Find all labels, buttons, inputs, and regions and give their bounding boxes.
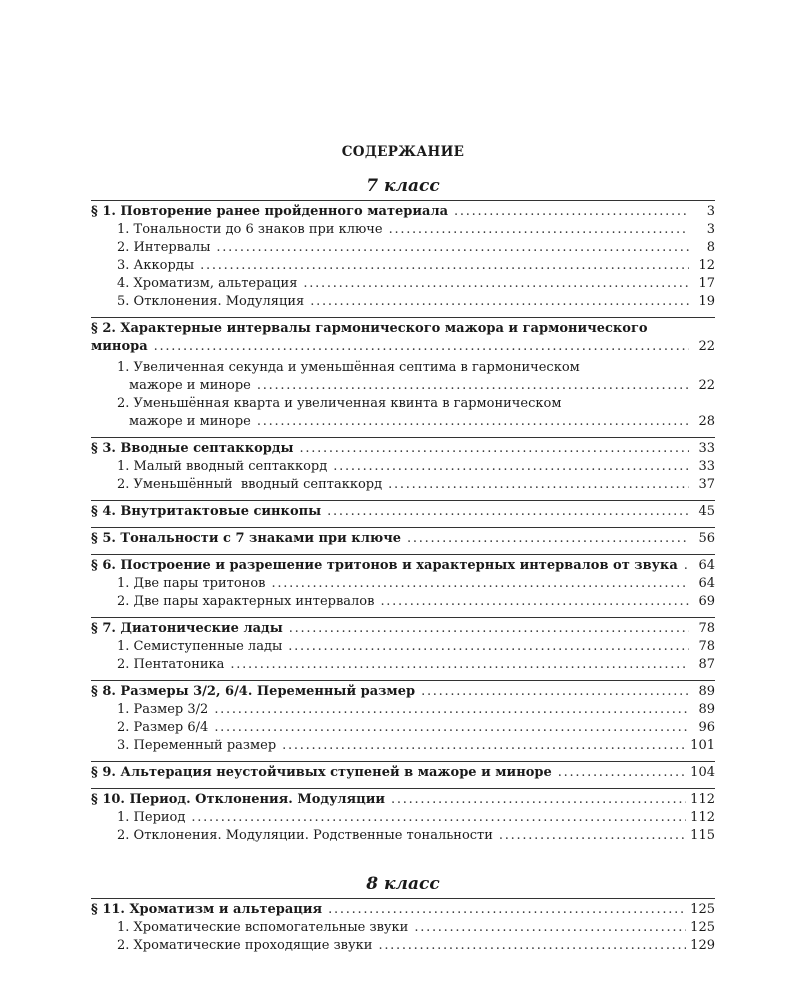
dot-leader xyxy=(558,764,686,782)
dot-leader xyxy=(257,413,689,431)
toc-page-number: 28 xyxy=(698,414,715,429)
toc-page-number: 22 xyxy=(698,339,715,354)
toc-entry-label: § 8. Размеры 3/2, 6/4. Переменный размер xyxy=(91,684,416,699)
toc-entry-label: 1. Тональности до 6 знаков при ключе xyxy=(117,222,383,237)
toc-page-number: 37 xyxy=(698,477,715,492)
toc-subentry[interactable] xyxy=(91,919,715,937)
toc-entry-label: 1. Хроматические вспомогательные звуки xyxy=(117,920,409,935)
grade-7-heading: 7 класс xyxy=(366,176,440,196)
toc-page-number: 17 xyxy=(698,276,715,291)
dot-leader xyxy=(230,656,689,674)
toc-entry[interactable] xyxy=(91,791,715,809)
toc-page-number: 45 xyxy=(698,504,715,519)
toc-entry[interactable] xyxy=(91,530,715,548)
toc-page-number: 56 xyxy=(698,531,715,546)
dot-leader xyxy=(388,476,689,494)
toc-subentry[interactable] xyxy=(91,809,715,827)
toc-entry-label: минора xyxy=(91,339,148,354)
toc-entry-label: 2. Пентатоника xyxy=(117,657,225,672)
toc-subentry[interactable] xyxy=(91,737,715,755)
toc-page-number: 33 xyxy=(698,459,715,474)
toc-entry[interactable] xyxy=(91,338,715,356)
dot-leader xyxy=(300,440,689,458)
toc-section-11 xyxy=(91,898,715,961)
page-title: СОДЕРЖАНИЕ xyxy=(341,144,465,160)
toc-page-number: 64 xyxy=(698,558,715,573)
dot-leader xyxy=(289,620,689,638)
toc-page-number: 3 xyxy=(706,204,715,219)
toc-subentry[interactable] xyxy=(91,476,715,494)
toc-entry-label: 1. Семиступенные лады xyxy=(117,639,283,654)
dot-leader xyxy=(407,530,689,548)
toc-entry-label: 3. Переменный размер xyxy=(117,738,277,753)
dot-leader xyxy=(214,701,689,719)
toc-entry-label: § 3. Вводные септаккорды xyxy=(91,441,294,456)
toc-subentry[interactable] xyxy=(91,257,715,275)
toc-entry[interactable] xyxy=(91,620,715,638)
table-of-contents xyxy=(91,143,715,961)
toc-page-number: 125 xyxy=(690,902,715,917)
toc-section-6 xyxy=(91,554,715,617)
toc-entry-label-line[interactable]: § 2. Характерные интервалы гармонического мажора и гармонического xyxy=(91,321,648,336)
toc-page-number: 125 xyxy=(690,920,715,935)
toc-entry[interactable] xyxy=(91,203,715,221)
toc-section-5 xyxy=(91,527,715,554)
toc-entry-label: § 10. Период. Отклонения. Модуляции xyxy=(91,792,386,807)
toc-page-number: 19 xyxy=(698,294,715,309)
dot-leader xyxy=(414,919,686,937)
toc-entry-label: § 6. Построение и разрешение тритонов и характерных интервалов от звука xyxy=(91,558,678,573)
dot-leader xyxy=(271,575,689,593)
dot-leader xyxy=(421,683,689,701)
toc-page-number: 101 xyxy=(690,738,715,753)
toc-subentry[interactable] xyxy=(91,221,715,239)
toc-entry-label: 2. Интервалы xyxy=(117,240,211,255)
toc-section-1 xyxy=(91,200,715,317)
grade-8-heading: 8 класс xyxy=(366,874,440,894)
toc-entry-label: мажоре и миноре xyxy=(129,414,251,429)
toc-subentry-label-line[interactable]: 2. Уменьшённая кварта и увеличенная квинта в гармоническом xyxy=(117,396,562,411)
toc-subentry[interactable] xyxy=(91,937,715,955)
toc-page-number: 96 xyxy=(698,720,715,735)
toc-entry[interactable] xyxy=(91,683,715,701)
toc-entry-label: § 4. Внутритактовые синкопы xyxy=(91,504,322,519)
toc-subentry[interactable] xyxy=(91,239,715,257)
dot-leader xyxy=(454,203,689,221)
toc-entry[interactable] xyxy=(91,440,715,458)
toc-entry[interactable] xyxy=(91,764,715,782)
toc-entry-label: 2. Хроматические проходящие звуки xyxy=(117,938,373,953)
toc-entry[interactable] xyxy=(91,503,715,521)
toc-subentry[interactable] xyxy=(91,701,715,719)
toc-section-4 xyxy=(91,500,715,527)
dot-leader xyxy=(154,338,689,356)
toc-page-number: 22 xyxy=(698,378,715,393)
toc-entry-label: § 9. Альтерация неустойчивых ступеней в мажоре и миноре xyxy=(91,765,552,780)
toc-page-number: 64 xyxy=(698,576,715,591)
dot-leader xyxy=(389,221,689,239)
toc-entry-label: 1. Две пары тритонов xyxy=(117,576,266,591)
toc-page-number: 3 xyxy=(706,222,715,237)
dot-leader xyxy=(214,719,689,737)
dot-leader xyxy=(327,503,689,521)
toc-entry-label: 1. Размер 3/2 xyxy=(117,702,209,717)
toc-page-number: 89 xyxy=(698,684,715,699)
toc-section-2 xyxy=(91,317,715,437)
toc-entry-label: § 1. Повторение ранее пройденного материала xyxy=(91,204,449,219)
toc-entry[interactable] xyxy=(91,901,715,919)
toc-page-number: 78 xyxy=(698,639,715,654)
dot-leader xyxy=(378,937,686,955)
toc-section-8 xyxy=(91,680,715,761)
dot-leader xyxy=(310,293,689,311)
toc-subentry[interactable] xyxy=(91,275,715,293)
toc-subentry[interactable] xyxy=(91,293,715,311)
toc-entry-label: § 5. Тональности с 7 знаками при ключе xyxy=(91,531,401,546)
toc-section-3 xyxy=(91,437,715,500)
toc-entry[interactable] xyxy=(91,557,715,575)
dot-leader xyxy=(333,458,689,476)
toc-page-number: 112 xyxy=(690,792,715,807)
dot-leader xyxy=(288,638,689,656)
toc-subentry-label-line[interactable]: 1. Увеличенная секунда и уменьшённая септима в гармоническом xyxy=(117,360,580,375)
toc-page-number: 89 xyxy=(698,702,715,717)
toc-subentry[interactable] xyxy=(91,413,715,431)
toc-entry-label: § 7. Диатонические лады xyxy=(91,621,283,636)
dot-leader xyxy=(216,239,689,257)
toc-entry-label: 4. Хроматизм, альтерация xyxy=(117,276,298,291)
toc-subentry[interactable] xyxy=(91,458,715,476)
toc-subentry[interactable] xyxy=(91,377,715,395)
toc-subentry[interactable] xyxy=(91,827,715,845)
toc-entry-label: 1. Период xyxy=(117,810,186,825)
toc-entry-label: 2. Уменьшённый вводный септаккорд xyxy=(117,477,383,492)
dot-leader xyxy=(328,901,686,919)
toc-section-10 xyxy=(91,788,715,851)
dot-leader xyxy=(200,257,689,275)
toc-page-number: 8 xyxy=(706,240,715,255)
dot-leader xyxy=(191,809,686,827)
toc-subentry[interactable] xyxy=(91,638,715,656)
dot-leader xyxy=(499,827,686,845)
toc-entry-label: 1. Малый вводный септаккорд xyxy=(117,459,328,474)
toc-entry-label: 2. Отклонения. Модуляции. Родственные тональности xyxy=(117,828,493,843)
toc-entry-label: § 11. Хроматизм и альтерация xyxy=(91,902,323,917)
toc-subentry[interactable] xyxy=(91,575,715,593)
dot-leader xyxy=(303,275,689,293)
dot-leader xyxy=(257,377,689,395)
toc-page-number: 104 xyxy=(690,765,715,780)
toc-page-number: 69 xyxy=(698,594,715,609)
toc-subentry[interactable] xyxy=(91,593,715,611)
toc-entry-label: 5. Отклонения. Модуляция xyxy=(117,294,305,309)
toc-subentry[interactable] xyxy=(91,656,715,674)
toc-page-number: 33 xyxy=(698,441,715,456)
toc-entry-label: 2. Размер 6/4 xyxy=(117,720,209,735)
toc-page-number: 87 xyxy=(698,657,715,672)
toc-page-number: 112 xyxy=(690,810,715,825)
dot-leader xyxy=(380,593,689,611)
dot-leader xyxy=(684,557,689,575)
toc-page-number: 78 xyxy=(698,621,715,636)
dot-leader xyxy=(391,791,686,809)
toc-entry-label: 3. Аккорды xyxy=(117,258,195,273)
toc-page-number: 129 xyxy=(690,938,715,953)
dot-leader xyxy=(282,737,686,755)
toc-entry-label: 2. Две пары характерных интервалов xyxy=(117,594,375,609)
toc-subentry[interactable] xyxy=(91,719,715,737)
toc-section-9 xyxy=(91,761,715,788)
toc-page-number: 12 xyxy=(698,258,715,273)
toc-entry-label: мажоре и миноре xyxy=(129,378,251,393)
toc-page-number: 115 xyxy=(690,828,715,843)
toc-section-7 xyxy=(91,617,715,680)
